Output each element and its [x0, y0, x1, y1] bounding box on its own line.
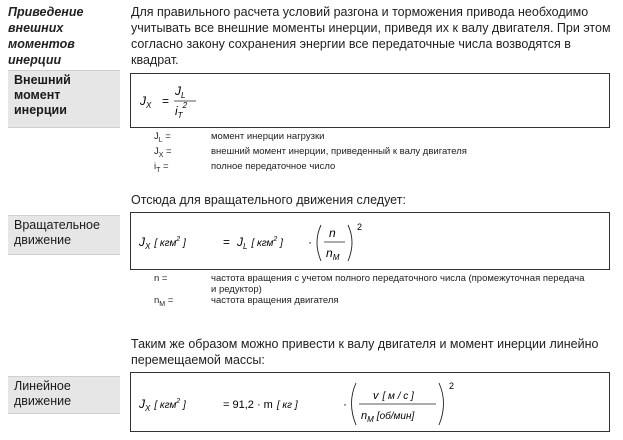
formula2-paren-left	[317, 225, 321, 261]
formula2-rhs: $J_L$ $^{[ кгм2}$ $_]$	[237, 235, 283, 251]
formula3-numerator: v [ м / с ]	[373, 390, 414, 402]
formula-box-external-moment	[130, 73, 610, 128]
intro-paragraph: Для правильного расчета условий разгона и торможения привода необходимо учитывать все внешние моменты инерции, приведя их к валу двигателя. При этом согласно закону сохранения энергии все передаточные числа возводятся в квадрат.	[131, 5, 611, 67]
section-title: Приведение внешних моментов инерции	[8, 5, 84, 67]
formula2-lhs: $J_X$ $^{[ кгм2}$ $_]$	[139, 235, 186, 251]
definition-row: $n_M$ = частота вращения двигателя	[154, 295, 339, 308]
formula2-dot: ·	[308, 235, 312, 249]
formula2-paren-right	[348, 225, 352, 261]
formula3-exponent: 2	[449, 381, 455, 391]
formula-box-linear	[130, 372, 610, 432]
formula3-coefficient: = 91,2 · m [ кг ]	[223, 399, 298, 411]
formula2-equals: =	[223, 235, 231, 249]
formula2-denominator: $n_M$	[326, 246, 340, 262]
definition-row: n = частота вращения с учетом полного передаточного числа (промежуточная передача и редуктор)	[154, 273, 585, 295]
definition-row: $J_L$ = момент инерции нагрузки	[154, 131, 325, 144]
label-external-moment: Внешний момент инерции	[8, 70, 120, 128]
formula-box-rotational	[130, 212, 610, 270]
formula1-lhs: $J_X$	[140, 94, 152, 110]
definition-row: $J_X$ = внешний момент инерции, приведенный к валу двигателя	[154, 145, 467, 159]
formula2-numerator: n	[329, 226, 336, 240]
formula-external-moment	[131, 74, 609, 127]
formula1-numerator: $J_L$	[175, 84, 186, 100]
formula3-paren-right	[439, 383, 444, 425]
definitions-block1	[154, 131, 604, 176]
formula1-equals: =	[162, 94, 170, 108]
formula3-denominator: $n_M$ [об/мин]	[361, 410, 415, 424]
formula3-paren-left	[352, 383, 357, 425]
linear-lead-text: Таким же образом можно привести к валу двигателя и момент инерции линейно перемещаемой массы:	[131, 337, 599, 367]
definition-row: $i_T$ = полное передаточное число	[154, 160, 336, 174]
formula3-lhs: $J_X$ $^{[ кгм2}$ $_]$	[139, 397, 186, 413]
label-rotational-motion: Вращательное движение	[8, 215, 120, 255]
formula1-denominator: $i_T^2$	[175, 101, 188, 120]
rotational-lead-text: Отсюда для вращательного движения следует:	[131, 193, 406, 207]
formula-rotational	[131, 213, 609, 269]
definitions-block2	[154, 273, 609, 310]
label-linear-motion: Линейное движение	[8, 376, 120, 414]
formula-linear	[131, 373, 609, 431]
formula2-exponent: 2	[357, 222, 363, 232]
formula3-dot: ·	[343, 397, 347, 411]
